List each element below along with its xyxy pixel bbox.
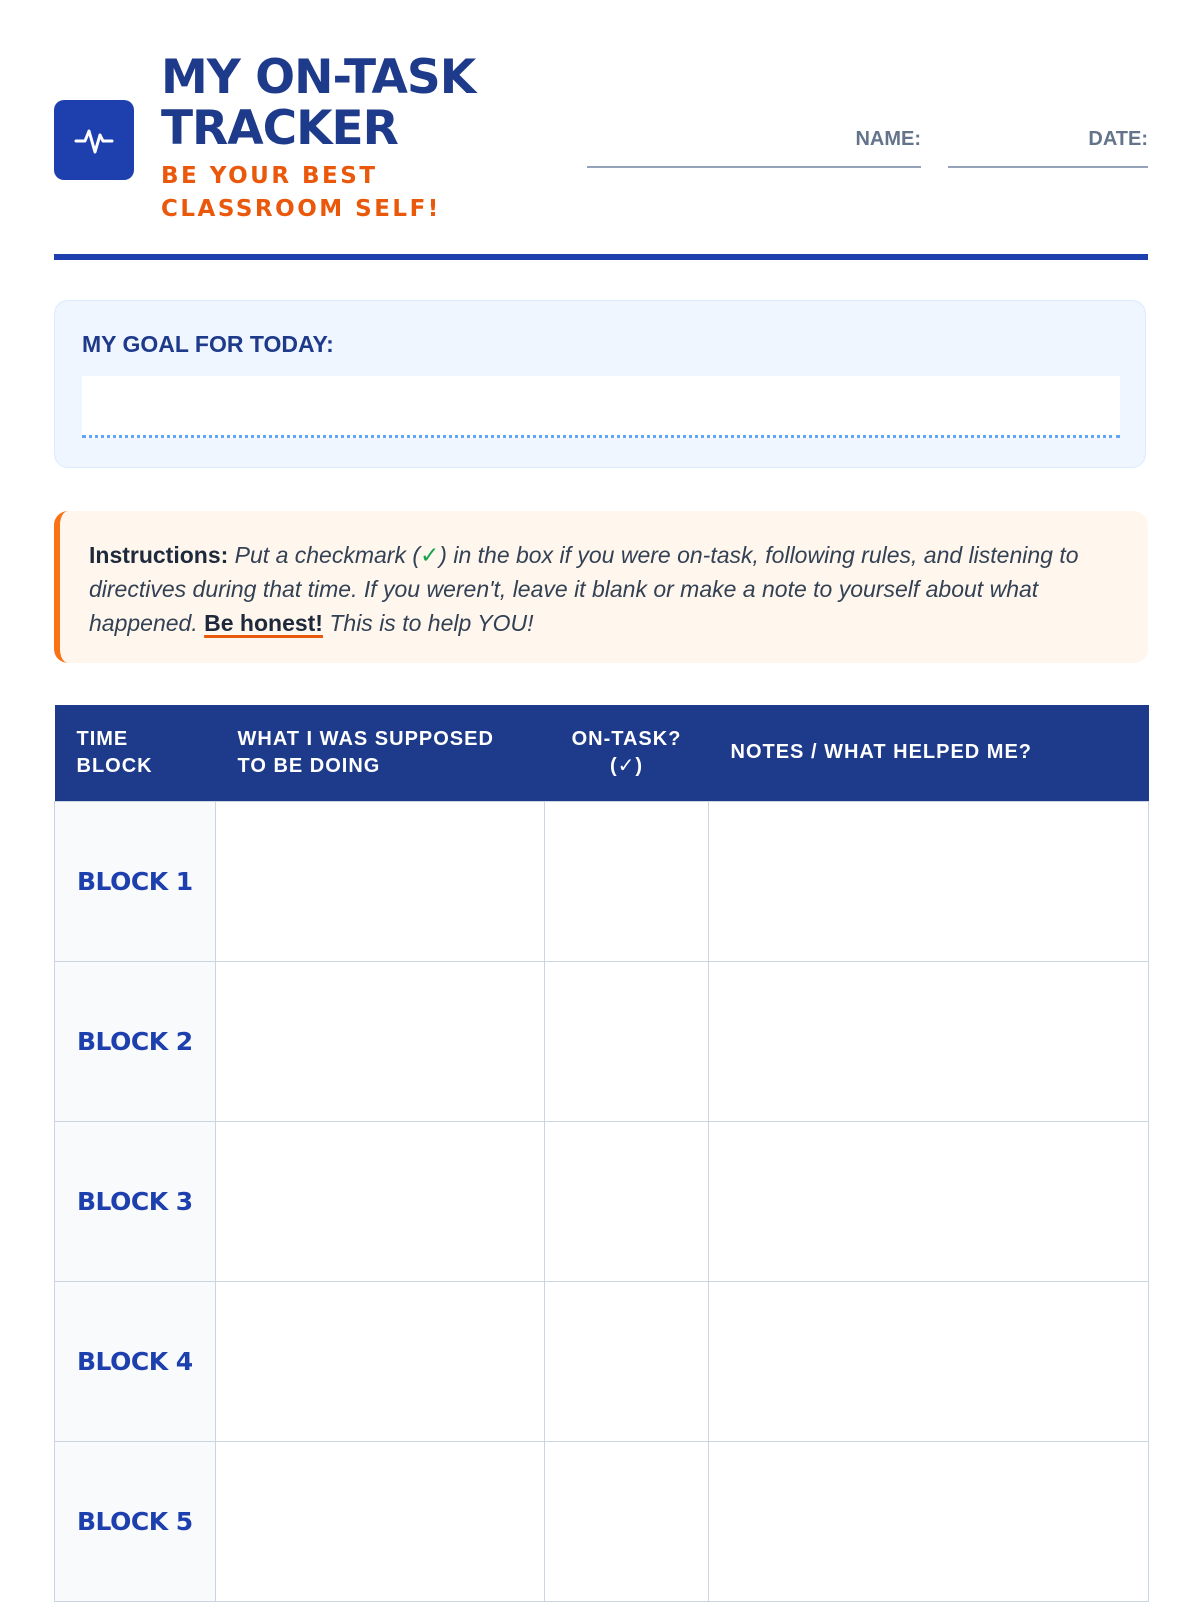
table-row	[55, 1121, 1149, 1281]
pulse-icon	[73, 119, 115, 161]
column-header-time-block: TIME BLOCK	[55, 705, 216, 801]
activity-cell[interactable]	[216, 1441, 545, 1601]
page-subtitle: BE YOUR BEST CLASSROOM SELF!	[161, 163, 441, 222]
name-label: NAME:	[855, 128, 921, 150]
column-header-on-task: ON-TASK? (✓)	[545, 705, 709, 801]
notes-cell[interactable]	[709, 1441, 1149, 1601]
instructions-lead: Instructions:	[89, 542, 229, 568]
checkmark-icon: ✓	[420, 542, 440, 568]
table-row	[55, 1281, 1149, 1441]
time-block-cell: BLOCK 4	[55, 1281, 216, 1441]
notes-cell[interactable]	[709, 1281, 1149, 1441]
on-task-cell[interactable]	[545, 1121, 709, 1281]
time-block-cell: BLOCK 1	[55, 801, 216, 961]
tracker-table	[54, 705, 1149, 1602]
time-block-cell: BLOCK 3	[55, 1121, 216, 1281]
table-row	[55, 1441, 1149, 1601]
date-label: DATE:	[1088, 128, 1148, 150]
on-task-cell[interactable]	[545, 1441, 709, 1601]
logo	[54, 100, 134, 180]
header	[54, 52, 1148, 262]
goal-label: MY GOAL FOR TODAY:	[82, 331, 334, 357]
table-header-row	[55, 705, 1149, 801]
column-header-notes: NOTES / WHAT HELPED ME?	[709, 705, 1149, 801]
be-honest-emphasis: Be honest!	[204, 610, 323, 636]
on-task-cell[interactable]	[545, 801, 709, 961]
date-field[interactable]	[948, 128, 1148, 168]
activity-cell[interactable]	[216, 961, 545, 1121]
time-block-cell: BLOCK 2	[55, 961, 216, 1121]
table-row	[55, 961, 1149, 1121]
name-field[interactable]	[587, 128, 921, 168]
time-block-cell: BLOCK 5	[55, 1441, 216, 1601]
header-divider	[54, 254, 1148, 260]
notes-cell[interactable]	[709, 961, 1149, 1121]
goal-input[interactable]	[82, 376, 1120, 438]
column-header-activity: WHAT I WAS SUPPOSED TO BE DOING	[216, 705, 545, 801]
instructions-box	[54, 511, 1148, 663]
notes-cell[interactable]	[709, 1121, 1149, 1281]
activity-cell[interactable]	[216, 1281, 545, 1441]
notes-cell[interactable]	[709, 801, 1149, 961]
goal-box	[54, 300, 1146, 468]
on-task-cell[interactable]	[545, 1281, 709, 1441]
table-row	[55, 801, 1149, 961]
activity-cell[interactable]	[216, 1121, 545, 1281]
instructions-text: Put a checkmark (✓) in the box if you were on-task, following rules, and listening to directives during that time. If you weren't, leave it blank or make a note to yourself about what happened. Be honest! This is to help YOU!	[89, 542, 1079, 636]
page-title: MY ON-TASK TRACKER	[161, 50, 476, 156]
activity-cell[interactable]	[216, 801, 545, 961]
on-task-cell[interactable]	[545, 961, 709, 1121]
